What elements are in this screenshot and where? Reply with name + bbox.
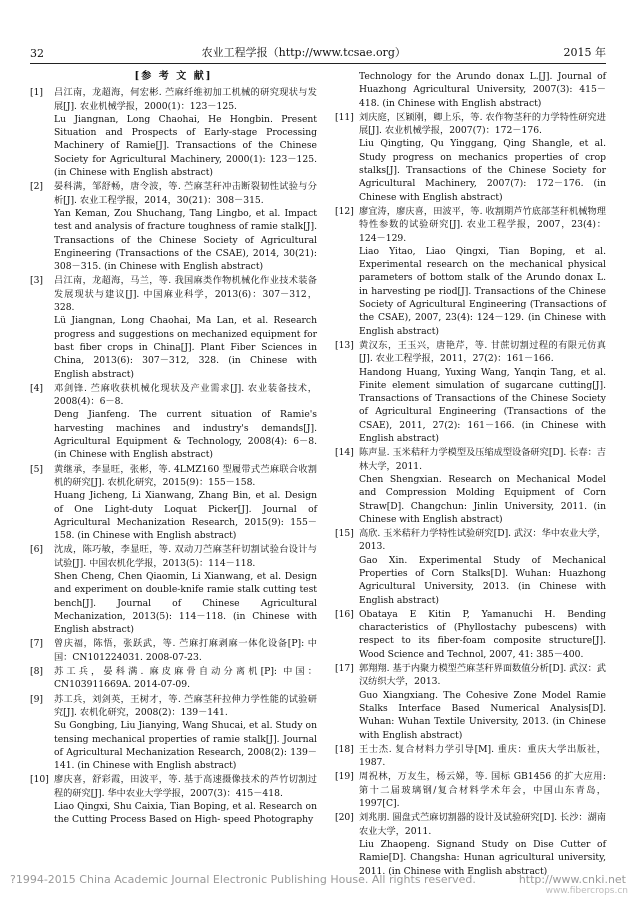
reference-body — [54, 463, 317, 543]
reference-text: Liao Qingxi, Shu Caixia, Tian Boping, et al. Research on the Cutting Process Based on High- speed Photography — [54, 801, 317, 826]
reference-text: Guo Xiangxiang. The Cohesive Zone Model Ramie Stalks Interface Based Numerical Analysis[D]. Wuhan: Wuhan Textile University, 2013. (in Chinese with English abstract) — [359, 689, 606, 741]
reference-body — [54, 86, 317, 179]
reference-text: Technology for the Arundo donax L.[J]. Journal of Huazhong Agricultural University, 2007(3): 415－418. (in Chinese with English abstract) — [359, 71, 606, 109]
reference-body — [54, 180, 317, 273]
reference-text: 陈声显. 玉米秸秆力学模型及压缩成型设备研究[D]. 长春：吉林大学，2011. — [359, 447, 606, 472]
reference-item — [335, 662, 606, 742]
reference-text: Lu Jiangnan, Long Chaohai, He Hongbin. Present Situation and Prospects of Early-stage Processing Machinery of Ramie[J]. Transactions of the Chinese Society for Agricultural Machinery, 2000(1): 123－125. (in Chinese with English abstract) — [54, 113, 317, 179]
reference-item — [30, 773, 317, 826]
references-title: [参 考 文 献] — [134, 71, 213, 82]
right-reference-list — [335, 70, 606, 878]
reference-body — [54, 637, 317, 664]
copyright-notice: ?1994-2015 China Academic Journal Electronic Publishing House. All rights reserved. — [10, 873, 476, 886]
reference-body — [54, 693, 317, 773]
reference-number: [5] — [30, 463, 44, 475]
reference-item — [335, 743, 606, 770]
year: 2015 年 — [563, 46, 606, 59]
reference-text: Chen Shengxian. Research on Mechanical Model and Compression Molding Equipment of Corn Straw[D]. Changchun: Jinlin University, 2011. (in Chinese with English abstract) — [359, 473, 606, 525]
reference-number: [6] — [30, 544, 44, 556]
reference-body — [359, 339, 606, 445]
reference-number: [12] — [335, 205, 354, 217]
reference-body — [359, 527, 606, 607]
reference-body — [359, 811, 606, 877]
reference-body — [54, 543, 317, 636]
reference-text: 曾庆福，陈悟，张跃武，等. 苎麻打麻剥麻一体化设备[P]: 中国：CN101224031. 2008-07-23. — [54, 638, 317, 663]
page-number: 32 — [30, 47, 44, 60]
reference-number: [8] — [30, 666, 44, 678]
reference-body — [54, 665, 317, 692]
reference-text: 郭翔翔. 基于内聚力模型苎麻茎秆界面数值分析[D]. 武汉：武汉纺织大学，2013. — [359, 663, 606, 688]
reference-body — [359, 608, 606, 661]
reference-text: 邓剑锋. 苎麻收获机械化现状及产业需求[J]. 农业装备技术，2008(4)：6－8. — [54, 382, 317, 408]
reference-number: [20] — [335, 812, 354, 824]
reference-body — [54, 773, 317, 826]
reference-item — [30, 665, 317, 692]
reference-item — [335, 111, 606, 204]
reference-number: [13] — [335, 339, 354, 351]
reference-item — [30, 274, 317, 380]
reference-item — [335, 811, 606, 877]
reference-text: Handong Huang, Yuxing Wang, Yanqin Tang, et al. Finite element simulation of sugarcane cutting[J]. Transactions of Transactions of the Chinese Society of Agricultural Engineering (Transactions of the CSAE), 2011, 27(2): 161－166. (in Chinese with English abstract) — [359, 366, 606, 445]
reference-body — [359, 205, 606, 338]
reference-text: 黄继承，李显旺，张彬，等. 4LMZ160 型履带式苎麻联合收割机的研究[J]. 农机化研究，2015(9)：155－158. — [54, 463, 317, 488]
reference-text: 高欣. 玉米秸秆力学特性试验研究[D]. 武汉：华中农业大学，2013. — [359, 528, 606, 553]
reference-body — [359, 770, 606, 810]
reference-body — [54, 382, 317, 462]
reference-number: [18] — [335, 743, 354, 755]
reference-text: 刘庆庭，区颖刚，卿上乐，等. 农作物茎秆的力学特性研究进展[J]. 农业机械学报，2007(7)：172－176. — [359, 111, 606, 137]
reference-text: Gao Xin. Experimental Study of Mechanical Properties of Corn Stalks[D]. Wuhan: Huazhong Agricultural University, 2013. (in Chinese with English abstract) — [359, 554, 606, 606]
reference-body — [359, 662, 606, 742]
reference-number: [10] — [30, 774, 49, 786]
running-header — [30, 42, 606, 60]
reference-text: Liu Qingting, Qu Yinggang, Qing Shangle, et al. Study progress on mechanics properties of crop stalks[J]. Transactions of the Chinese Society for Agricultural Machinery, 2007(7): 172－176. (in Chinese with English abstract) — [359, 138, 606, 203]
reference-text: 王士杰. 复合材料力学引导[M]. 重庆：重庆大学出版社，1987. — [359, 743, 606, 769]
reference-number: [3] — [30, 275, 44, 287]
cnki-link[interactable]: http://www.cnki.net — [518, 873, 626, 886]
reference-number: [9] — [30, 693, 44, 705]
reference-item — [30, 543, 317, 636]
reference-number: [16] — [335, 608, 354, 620]
reference-item — [335, 339, 606, 445]
left-column — [30, 70, 317, 828]
reference-number: [2] — [30, 181, 44, 193]
reference-text: 吕江南，龙超海，马兰，等. 我国麻类作物机械化作业技术装备发展现状与建议[J]. 中国麻业科学，2013(6)：307－312，328. — [54, 275, 317, 314]
reference-item — [335, 446, 606, 526]
reference-item — [30, 463, 317, 543]
reference-text: 刘兆朋. 圆盘式苎麻切割器的设计及试验研究[D]. 长沙：湖南农业大学，2011. — [359, 812, 606, 837]
reference-item — [30, 637, 317, 664]
reference-number — [335, 70, 359, 110]
reference-body — [359, 446, 606, 526]
reference-text: Su Gongbing, Liu Jianying, Wang Shucai, et al. Study on tensing mechanical properties of ramie stalk[J]. Journal of Agricultural Mechanization Research, 2008(2): 139－141. (in Chinese with English abstract) — [54, 720, 317, 772]
reference-number: [1] — [30, 87, 44, 99]
reference-item — [335, 608, 606, 661]
reference-text: Shen Cheng, Chen Qiaomin, Li Xianwang, et al. Design and experiment on double-knife ramie stalk cutting test bench[J]. Journal of Chinese Agricultural Mechanization, 2013(5): 114－118. (in Chinese with English abstract) — [54, 570, 317, 636]
reference-text: 廖宜涛，廖庆喜，田波平，等. 收割期芦竹底部茎秆机械物理特性参数的试验研究[J]. 农业工程学报，2007，23(4)：124－129. — [359, 205, 606, 244]
reference-text: 廖庆喜，舒彩霞，田波平，等. 基于高速摄像技术的芦竹切割过程的研究[J]. 华中农业大学学报，2007(3)：415－418. — [54, 774, 317, 799]
left-reference-list — [30, 86, 317, 826]
reference-item — [30, 86, 317, 179]
reference-number: [11] — [335, 111, 354, 123]
reference-text: 苏工兵，晏科满. 麻皮麻骨自动分离机[P]: 中国：CN103911669A. 2014-07-09. — [54, 666, 317, 691]
reference-text: Liu Zhaopeng. Signand Study on Dise Cutter of Ramie[D]. Changsha: Hunan agricultural university, 2011. (in Chinese with English abstract) — [359, 838, 606, 877]
reference-text: 周祝林，万友生，杨云娣，等. 国标 GB1456 的扩大应用: 第十二届玻璃钢/复合材料学术年会，中国山东青岛，1997[C]. — [359, 771, 606, 810]
watermark: www.fibercrops.cn — [545, 886, 628, 896]
reference-body — [54, 274, 317, 380]
reference-text: Yan Keman, Zou Shuchang, Tang Lingbo, et al. Impact test and analysis of fracture toughness of ramie stalk[J]. Transactions of the Chinese Society of Agricultural Engineering (Transactions of the CSAE), 2014, 30(21): 308－315. (in Chinese with English abstract) — [54, 207, 317, 273]
right-column — [335, 70, 606, 879]
reference-item — [335, 70, 606, 110]
reference-number: [7] — [30, 638, 44, 650]
header-rule — [30, 63, 606, 64]
reference-number: [19] — [335, 771, 354, 783]
reference-text: 黄汉东，王玉兴，唐艳芹，等. 甘蔗切割过程的有限元仿真[J]. 农业工程学报，2011，27(2)：161－166. — [359, 339, 606, 365]
reference-text: Liao Yitao, Liao Qingxi, Tian Boping, et al. Experimental research on the mechanical physical parameters of bottom stalk of the Arundo donax L. in harvesting pe riod[J]. Transactions of the Chinese Society of Agricultural Engineering (Transactions of the CSAE), 2007, 23(4): 124－129. (in Chinese with English abstract) — [359, 245, 606, 337]
reference-text: Huang Jicheng, Li Xianwang, Zhang Bin, et al. Design of One Light-duty Loquat Picker[J]. Journal of Agricultural Mechanization Research, 2015(9): 155－158. (in Chinese with English abstract) — [54, 490, 317, 542]
reference-text: 吕江南，龙超海，何宏彬. 苎麻纤维初加工机械的研究现状与发展[J]. 农业机械学报，2000(1)：123－125. — [54, 87, 317, 112]
reference-item — [335, 205, 606, 338]
reference-text: Lü Jiangnan, Long Chaohai, Ma Lan, et al. Research progress and suggestions on mechanized equipment for bast fiber crops in China[J]. Plant Fiber Sciences in China, 2013(6): 307－312, 328. (in Chinese with English abstract) — [54, 315, 317, 380]
reference-body — [359, 111, 606, 204]
reference-item — [30, 382, 317, 462]
reference-item — [335, 527, 606, 607]
reference-number: [4] — [30, 382, 44, 394]
reference-item — [30, 693, 317, 773]
reference-text: Obataya E Kitin P, Yamanuchi H. Bending characteristics of (Phyllostachy pubescens) with respect to its fiber-foam composite structure[J]. Wood Science and Technol, 2007, 41: 385－400. — [359, 608, 606, 660]
reference-item — [30, 180, 317, 273]
reference-text: Deng Jianfeng. The current situation of Ramie's harvesting machines and industry's demands[J]. Agricultural Equipment & Technology, 2008(4): 6－8. (in Chinese with English abstract) — [54, 409, 317, 461]
reference-number: [15] — [335, 528, 354, 540]
reference-text: 苏工兵，刘剑英，王树才，等. 苎麻茎秆拉伸力学性能的试验研究[J]. 农机化研究，2008(2)：139－141. — [54, 693, 317, 718]
reference-number: [17] — [335, 663, 354, 675]
reference-text: 沈成，陈巧敏，李显旺，等. 双动刀苎麻茎秆切割试验台设计与试验[J]. 中国农机化学报，2013(5)：114－118. — [54, 544, 317, 569]
footer — [10, 873, 626, 886]
reference-body — [359, 743, 606, 770]
reference-item — [335, 770, 606, 810]
reference-body — [359, 70, 606, 110]
reference-text: 晏科满，邹舒畅，唐令波，等. 苎麻茎秆冲击断裂韧性试验与分析[J]. 农业工程学报，2014，30(21)：308－315. — [54, 181, 317, 206]
reference-number: [14] — [335, 447, 354, 459]
journal-name: 农业工程学报（http://www.tcsae.org） — [201, 46, 406, 59]
